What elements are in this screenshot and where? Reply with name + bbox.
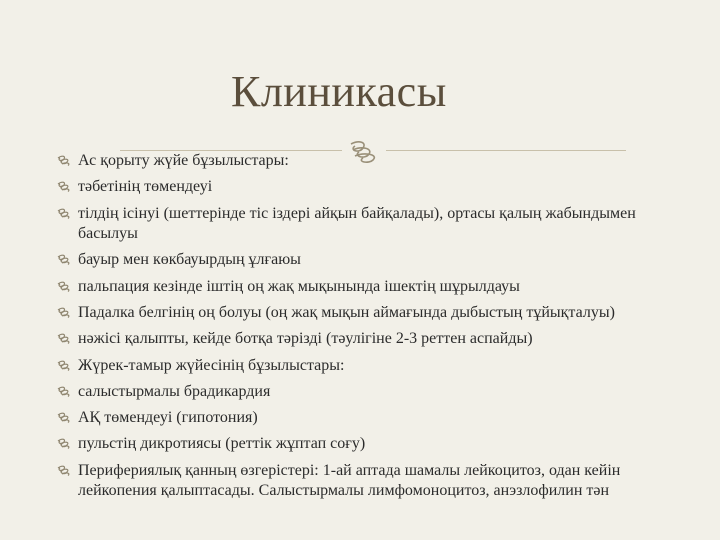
slide-title: Клиникасы <box>231 67 447 116</box>
curl-bullet-icon <box>56 181 72 193</box>
curl-bullet-icon <box>56 360 72 372</box>
bullet-item <box>58 434 678 455</box>
bullet-item <box>58 250 678 271</box>
curl-bullet-icon <box>56 208 72 220</box>
bullet-text: тәбетінің төмендеуі <box>78 178 213 196</box>
bullet-item <box>58 177 678 198</box>
bullet-item <box>58 408 678 429</box>
bullet-text: нәжісі қалыпты, кейде ботқа тәрізді (тәулігіне 2-3 реттен аспайды) <box>78 330 533 348</box>
curl-bullet-icon <box>56 386 72 398</box>
curl-bullet-icon <box>56 307 72 319</box>
bullet-text: пульстің дикротиясы (реттік жұптап соғу) <box>78 435 366 453</box>
bullet-item <box>58 461 678 502</box>
bullet-text: салыстырмалы брадикардия <box>78 382 271 400</box>
curl-bullet-icon <box>56 465 72 477</box>
bullet-text: Жүрек-тамыр жүйесінің бұзылыстары: <box>78 356 345 374</box>
curl-bullet-icon <box>56 155 72 167</box>
bullet-text: Падалка белгінің оң болуы (оң жақ мықын аймағында дыбыстың тұйықталуы) <box>78 303 615 321</box>
bullet-text: тілдің ісінуі (шеттерінде тіс іздері айқын байқалады), ортасы қалың жабындымен басылуы <box>78 204 636 243</box>
bullet-item <box>58 151 678 172</box>
bullet-item <box>58 277 678 298</box>
bullet-item <box>58 382 678 403</box>
curl-bullet-icon <box>56 281 72 293</box>
bullet-list <box>58 151 678 508</box>
bullet-text: бауыр мен көкбауырдың ұлғаюы <box>78 251 301 269</box>
bullet-text: Ас қорыту жүйе бұзылыстары: <box>78 152 289 169</box>
curl-bullet-icon <box>56 438 72 450</box>
curl-bullet-icon <box>56 254 72 266</box>
bullet-item <box>58 303 678 324</box>
bullet-item <box>58 356 678 377</box>
bullet-item <box>58 329 678 350</box>
curl-bullet-icon <box>56 333 72 345</box>
bullet-text: АҚ төмендеуі (гипотония) <box>78 409 258 427</box>
bullet-item <box>58 204 678 245</box>
curl-bullet-icon <box>56 412 72 424</box>
bullet-text: пальпация кезінде іштің оң жақ мықынында ішектің шұрылдауы <box>78 277 520 295</box>
bullet-text: Перифериялық қанның өзгерістері: 1-ай аптада шамалы лейкоцитоз, одан кейін лейкопения қалыптасады. Салыстырмалы лимфомоноцитоз, анэзлофилин тән <box>78 461 621 500</box>
